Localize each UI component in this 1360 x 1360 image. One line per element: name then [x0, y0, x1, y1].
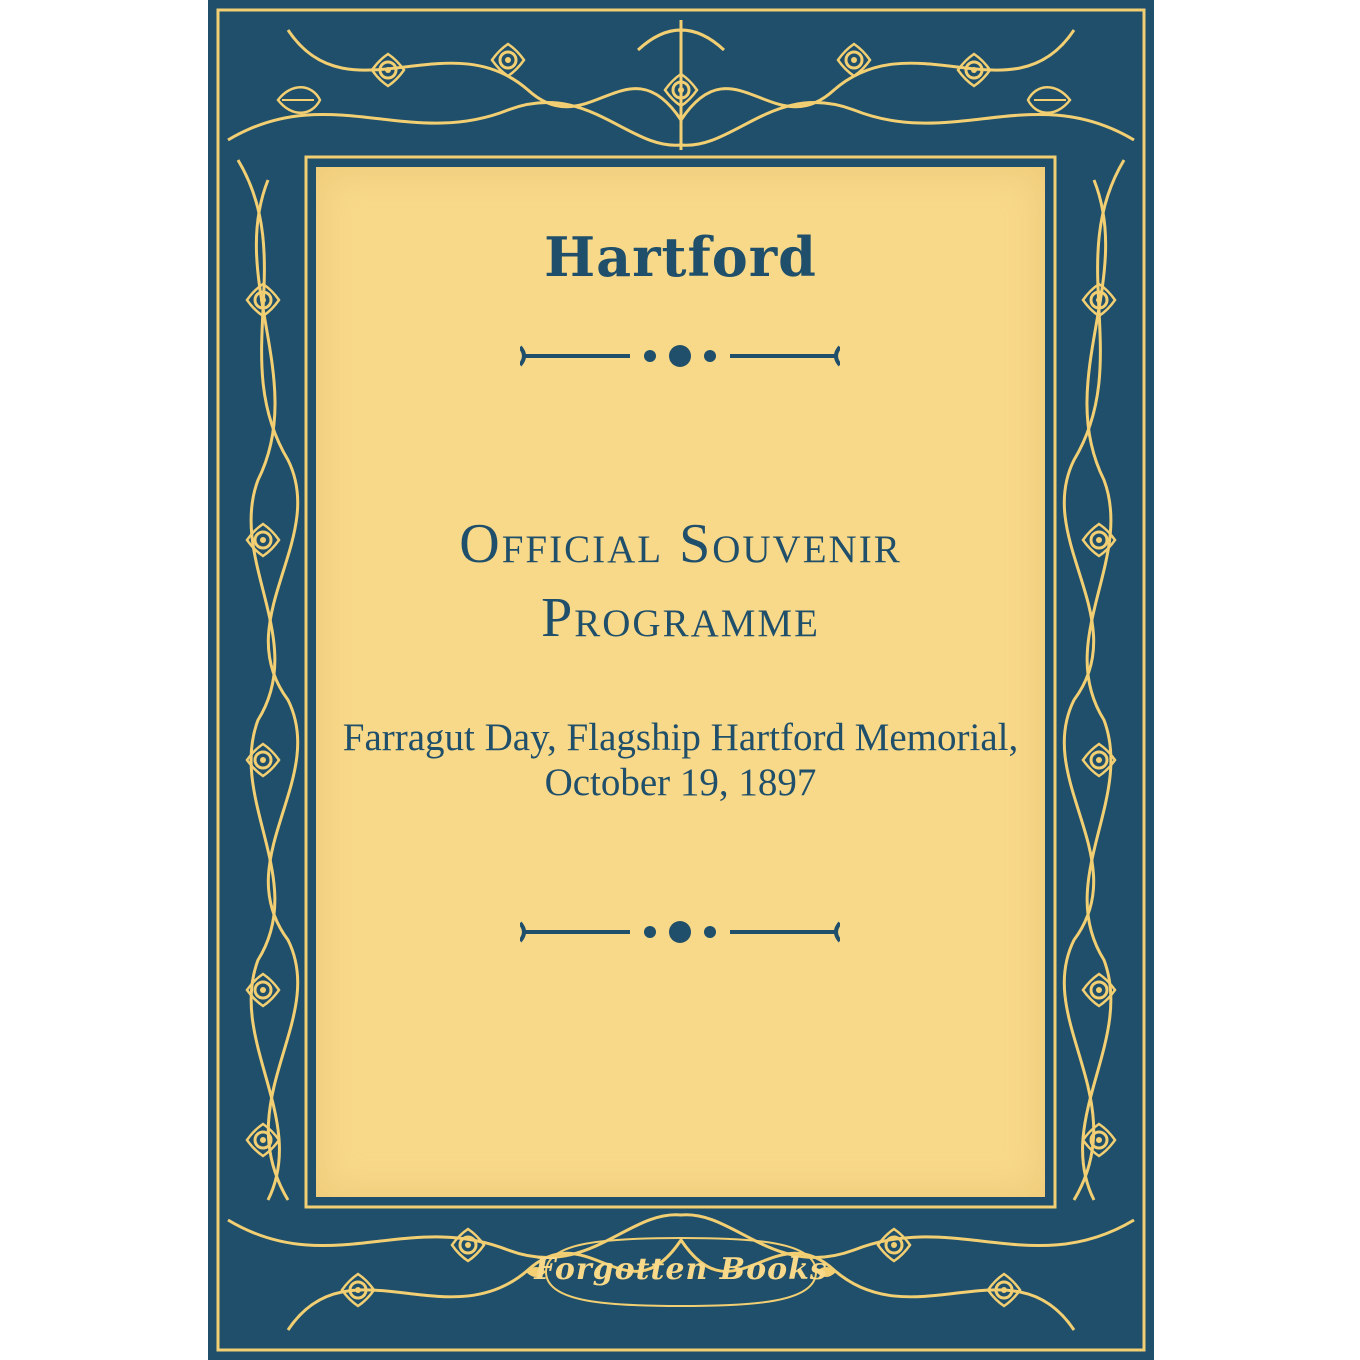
- ornamental-divider-icon: [520, 341, 840, 371]
- book-subtitle: Farragut Day, Flagship Hartford Memorial, October 19, 1897: [342, 716, 1019, 804]
- author-name: Hartford: [544, 225, 817, 289]
- book-title: Official Souvenir Programme: [459, 513, 902, 649]
- publisher-name: Forgotten Books: [534, 1252, 828, 1287]
- ornamental-divider-icon: [520, 917, 840, 947]
- book-cover: [208, 0, 1154, 1360]
- title-panel: [316, 167, 1045, 1197]
